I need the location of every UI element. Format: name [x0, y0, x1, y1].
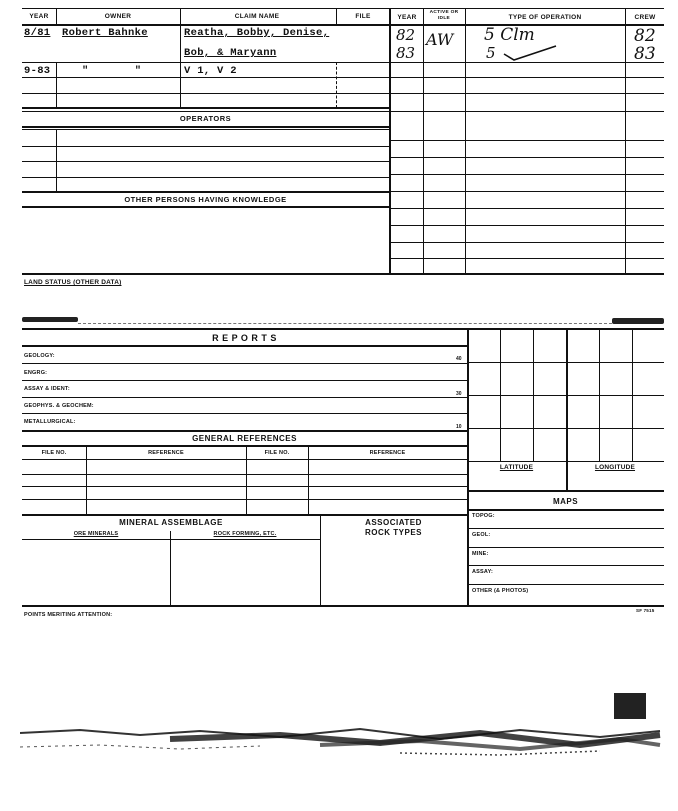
header-year-2: YEAR: [397, 14, 417, 21]
report-geophys-geochem: GEOPHYS. & GEOCHEM:: [24, 403, 94, 409]
report-metallurgical-code: 10: [456, 424, 462, 430]
left-smudge: [22, 317, 78, 322]
handwritten-checkmark: [500, 42, 560, 62]
header-crew: CREW: [634, 14, 656, 21]
operators-heading: OPERATORS: [179, 114, 232, 123]
row-1-claim-line-1: Reatha, Bobby, Denise,: [184, 27, 330, 39]
reports-title: R E P O R T S: [212, 333, 277, 343]
header-year: YEAR: [29, 13, 49, 20]
row-1-year: 8/81: [24, 27, 51, 39]
header-claim-name: CLAIM NAME: [234, 13, 280, 20]
ref-col-file-no-2: FILE NO.: [264, 450, 290, 456]
handwritten-year-82: 82: [396, 26, 416, 44]
handwritten-crew-83: 83: [634, 44, 656, 64]
handwritten-operation-2: 5: [486, 44, 496, 62]
mineral-assemblage-title: MINERAL ASSEMBLAGE: [119, 518, 223, 527]
row-2-year: 9-83: [24, 65, 51, 77]
ref-col-reference-1: REFERENCE: [148, 450, 184, 456]
scan-noise-band: [20, 715, 670, 765]
handwritten-active-idle: AW: [426, 30, 454, 49]
header-file: FILE: [355, 13, 371, 20]
row-1-owner: Robert Bahnke: [62, 27, 148, 39]
latitude-label: LATITUDE: [499, 464, 534, 471]
associated-rock-types-line-2: ROCK TYPES: [364, 528, 422, 537]
handwritten-operation-1: 5 Clm: [484, 25, 535, 45]
maps-mine: MINE:: [472, 551, 489, 557]
report-assay-ident: ASSAY & IDENT:: [24, 386, 70, 392]
row-2-claim: V 1, V 2: [184, 65, 237, 77]
longitude-label: LONGITUDE: [594, 464, 636, 471]
header-owner: OWNER: [104, 13, 132, 20]
ref-col-reference-2: REFERENCE: [369, 450, 406, 456]
header-type-of-operation: TYPE OF OPERATION: [508, 14, 582, 21]
land-status-label: LAND STATUS (OTHER DATA): [24, 279, 122, 286]
maps-other-photos: OTHER (& PHOTOS): [472, 588, 529, 594]
row-1-claim-line-2: Bob, & Maryann: [184, 47, 277, 59]
other-persons-heading: OTHER PERSONS HAVING KNOWLEDGE: [124, 195, 287, 204]
ref-col-file-no-1: FILE NO.: [41, 450, 67, 456]
points-meriting-attention-label: POINTS MERITING ATTENTION:: [24, 612, 113, 618]
form-code: SF 7515: [636, 608, 655, 613]
handwritten-crew-82: 82: [634, 26, 656, 46]
header-active-idle: ACTIVE OR IDLE: [429, 10, 459, 21]
associated-rock-types-line-1: ASSOCIATED: [365, 518, 422, 527]
report-engrg: ENGRG:: [24, 370, 48, 376]
maps-title: MAPS: [552, 497, 579, 506]
report-geology-code: 40: [456, 356, 462, 362]
general-references-title: GENERAL REFERENCES: [192, 434, 297, 443]
report-geology: GEOLOGY:: [24, 353, 55, 359]
ore-minerals-heading: ORE MINERALS: [73, 531, 119, 537]
rock-forming-heading: ROCK FORMING, ETC.: [213, 531, 277, 537]
report-assay-code: 30: [456, 391, 462, 397]
maps-topog: TOPOG:: [472, 513, 495, 519]
maps-geol: GEOL:: [472, 532, 491, 538]
right-smudge: [612, 318, 664, 324]
report-metallurgical: METALLURGICAL:: [24, 419, 76, 425]
maps-assay: ASSAY:: [472, 569, 494, 575]
row-2-owner: " ": [82, 65, 142, 77]
handwritten-year-83: 83: [396, 44, 416, 62]
